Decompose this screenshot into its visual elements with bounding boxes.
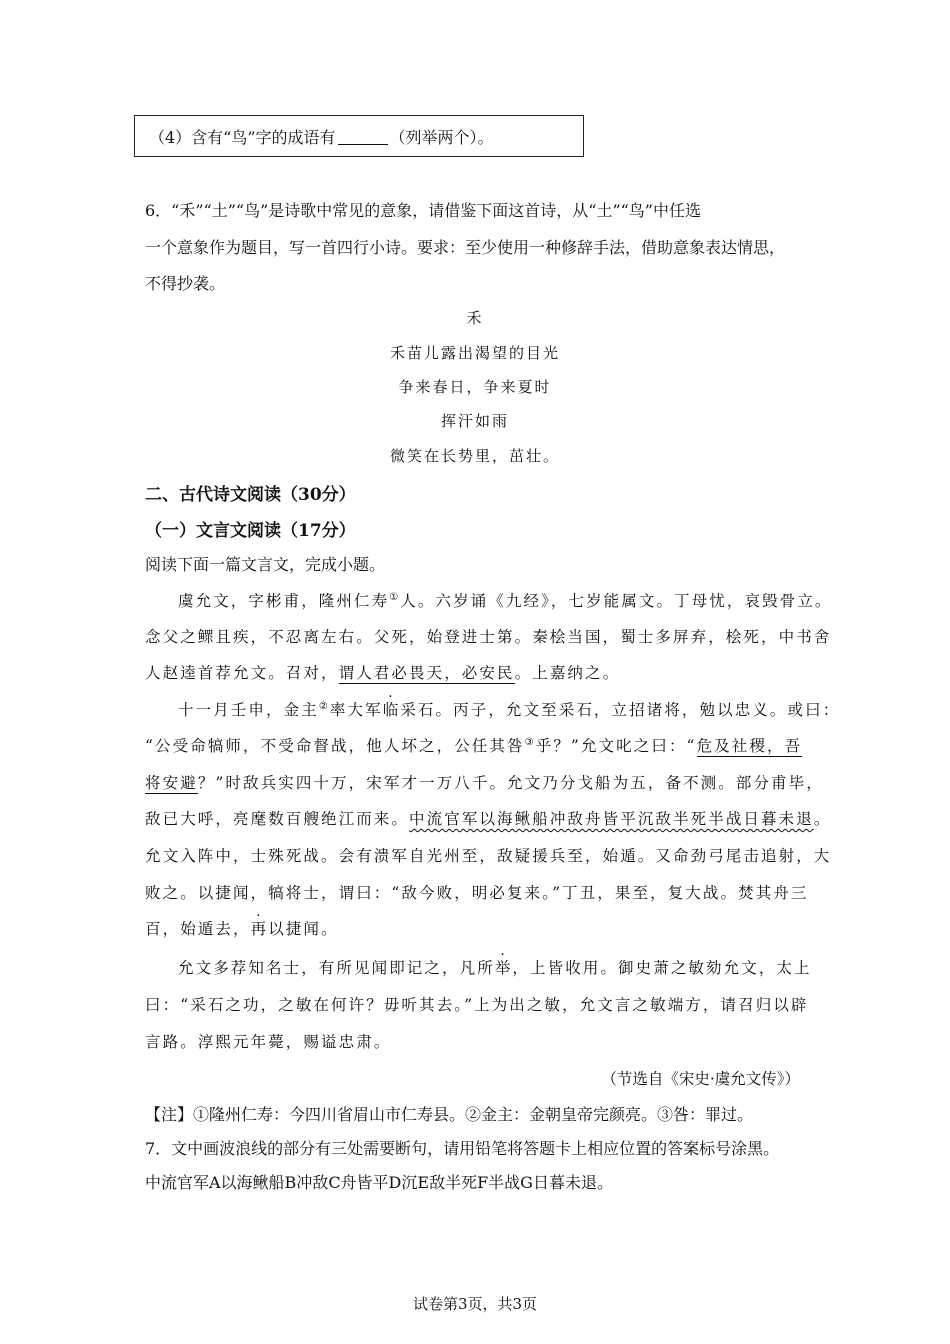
passage-line: 言路。淳熙元年薨，赐谥忠肃。	[145, 1033, 392, 1051]
q7-line-2: 中流官军A以海鳅船B冲敌C舟皆平D沉E敌半死F半战G日暮未退。	[145, 1173, 613, 1192]
underlined-sentence: 谓人君必畏天，必安民	[338, 664, 515, 682]
q6-line-1: 6．“禾”“土”“鸟”是诗歌中常见的意象，请借鉴下面这首诗，从“土”“鸟”中任选	[145, 201, 701, 220]
annotation-note: 【注】①隆州仁寿：今四川省眉山市仁寿县。②金主：金朝皇帝完颜亮。③咎：罪过。	[145, 1105, 754, 1124]
poem-line: 微笑在长势里，茁壮。	[389, 447, 560, 465]
poem-line: 挥汗如雨	[440, 412, 509, 430]
q6-line-3: 不得抄袭。	[145, 274, 226, 293]
q6-line-2: 一个意象作为题目，写一首四行小诗。要求：至少使用一种修辞手法，借助意象表达情思，	[145, 238, 786, 257]
passage-line: 十一月壬申，金主②率大军临采石。丙子，允文至采石，立招诸将，勉以忠义。或曰：	[178, 700, 841, 719]
passage-line: 败之。以捷闻，犒将士，谓曰：“敌今败，明必复来。”丁丑，果至，复大战。焚其舟三	[145, 884, 809, 902]
passage-line: 将安避？”时敌兵实四十万，宋军才一万八千。允文乃分戈船为五，备不测。部分甫毕，	[145, 774, 824, 792]
dotted-char: 再	[250, 920, 269, 938]
passage-line: 百，始遁去，再以捷闻。	[145, 920, 339, 938]
idiom-question: （4）含有“鸟”字的成语有 （列举两个）。	[149, 128, 494, 147]
poem-line: 禾苗儿露出渴望的目光	[389, 344, 560, 362]
section-heading: 二、古代诗文阅读（30分）	[145, 485, 356, 505]
question-box	[134, 115, 584, 157]
passage-line: 念父之鳏且疾，不忍离左右。父死，始登进士第。秦桧当国，蜀士多屏弃，桧死，中书舍	[145, 628, 832, 646]
answer-blank[interactable]	[338, 144, 388, 145]
dotted-char: 举	[494, 959, 513, 977]
passage-line: 允文多荐知名士，有所见闻即记之，凡所举，上皆收用。御史萧之敏劾允文，太上	[178, 959, 812, 977]
wavy-underlined-sentence: 中流官军以海鳅船冲敌舟皆平沉敌半死半战日暮未退	[409, 810, 814, 828]
passage-line: 虞允文，字彬甫，隆州仁寿①人。六岁诵《九经》，七岁能属文。丁母忧，哀毁骨立。	[178, 591, 833, 610]
dotted-char: 临	[382, 701, 401, 719]
poem-line: 争来春日，争来夏时	[398, 378, 552, 396]
passage-line: 曰：“采石之功，之敏在何许？毋听其去。”上为出之敏，允文言之敏端方，请召归以辟	[145, 996, 809, 1014]
q7-line-1: 7．文中画波浪线的部分有三处需要断句，请用铅笔将答题卡上相应位置的答案标号涂黑。	[145, 1139, 780, 1158]
source-citation: （节选自《宋史·虞允文传》）	[601, 1070, 800, 1088]
page-footer: 试卷第3页，共3页	[412, 1295, 538, 1313]
underlined-sentence: 将安避	[145, 774, 198, 792]
passage-line: 敌已大呼，亮麾数百艘绝江而来。中流官军以海鳅船冲敌舟皆平沉敌半死半战日暮未退。	[145, 810, 832, 828]
passage-line: 人赵逵首荐允文。召对，谓人君必畏天，必安民。上嘉纳之。	[145, 664, 621, 682]
passage-line: “公受命犒师，不受命督战，他人坏之，公任其咎③乎？”允文叱之曰：“危及社稷，吾	[145, 736, 803, 755]
poem-title: 禾	[466, 309, 484, 327]
underlined-sentence: 危及社稷，吾	[696, 737, 803, 755]
subsection-heading: （一）文言文阅读（17分）	[145, 521, 356, 541]
instruction: 阅读下面一篇文言文，完成小题。	[145, 555, 386, 574]
passage-line: 允文入阵中，士殊死战。会有溃军自光州至，敌疑援兵至，始遁。又命劲弓尾击追射，大	[145, 847, 832, 865]
